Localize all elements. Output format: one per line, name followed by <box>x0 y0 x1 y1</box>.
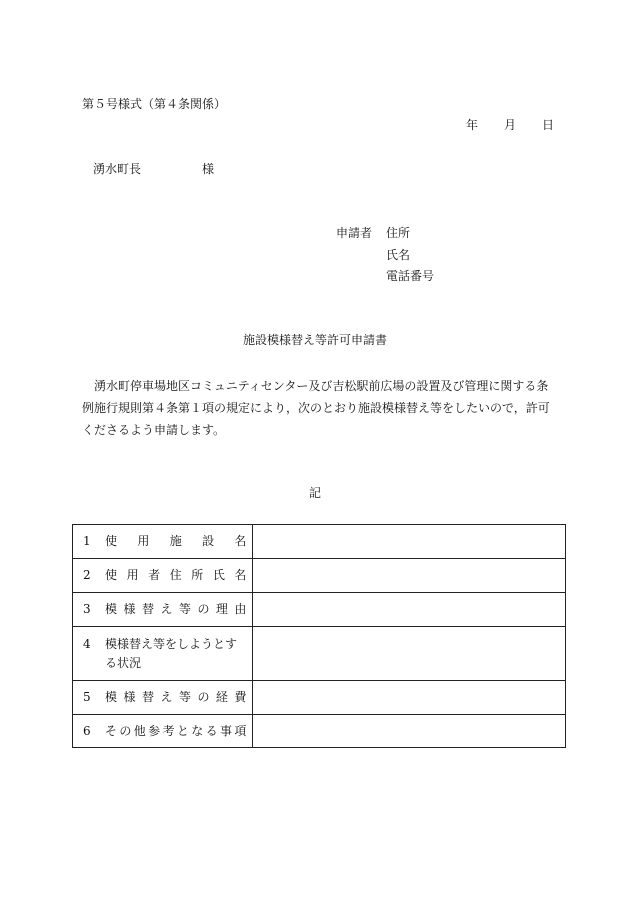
item-label-cell <box>73 593 253 627</box>
item-value-cell[interactable] <box>253 681 566 715</box>
item-label-cell <box>73 525 253 559</box>
ki-heading: 記 <box>308 486 321 500</box>
table-row <box>73 593 566 627</box>
item-label: 模様替え等の経費 <box>105 690 247 704</box>
item-number: 4 <box>83 636 91 651</box>
item-label-cell <box>73 559 253 593</box>
addressee-name: 湧水町長 <box>93 162 142 176</box>
item-number: 2 <box>83 568 91 582</box>
applicant-address-label: 住所 <box>386 226 411 240</box>
applicant-name-label: 氏名 <box>386 248 411 262</box>
item-value-cell[interactable] <box>253 593 566 627</box>
applicant-label: 申請者 <box>336 226 373 240</box>
table-row <box>73 715 566 748</box>
date-line <box>466 119 554 131</box>
table-row <box>73 525 566 559</box>
item-value-cell[interactable] <box>253 559 566 593</box>
item-value-cell[interactable] <box>253 525 566 559</box>
date-day: 日 <box>542 118 555 132</box>
item-label: 使 用 施 設 名 <box>105 534 247 548</box>
table-row <box>73 627 566 681</box>
item-value-cell[interactable] <box>253 627 566 681</box>
applicant-phone-label: 電話番号 <box>386 269 435 283</box>
item-label-cell <box>73 681 253 715</box>
item-number: 1 <box>83 534 91 548</box>
item-number: 6 <box>83 723 91 738</box>
item-number: 3 <box>83 602 91 616</box>
item-label: 使用者住所氏名 <box>105 568 247 582</box>
item-label: 模様替え等をしようとする状況 <box>105 636 238 670</box>
items-table <box>72 524 566 748</box>
form-number: 第５号様式（第４条関係） <box>82 97 227 111</box>
body-text: 湧水町停車場地区コミュニティセンター及び吉松駅前広場の設置及び管理に関する条例施行規則第４条第１項の規定により，次のとおり施設模様替え等をしたいので，許可くださるよう申請します。 <box>82 379 550 437</box>
item-label: その他参考となる事項 <box>105 723 247 738</box>
item-label-cell <box>73 627 253 681</box>
item-value-cell[interactable] <box>253 715 566 748</box>
item-number: 5 <box>83 690 91 704</box>
date-year: 年 <box>466 118 479 132</box>
item-label-cell <box>73 715 253 748</box>
addressee-honorific: 様 <box>202 162 215 176</box>
table-row <box>73 559 566 593</box>
date-month: 月 <box>504 118 517 132</box>
document-title: 施設模様替え等許可申請書 <box>242 333 387 347</box>
table-row <box>73 681 566 715</box>
item-label: 模様替え等の理由 <box>105 602 247 616</box>
